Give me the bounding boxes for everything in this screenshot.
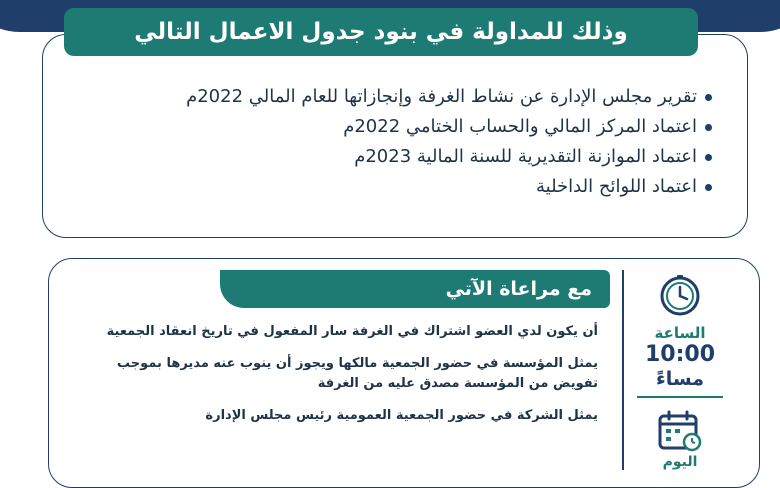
side-rule — [637, 396, 723, 398]
side-divider — [622, 270, 624, 470]
day-label: اليوم — [662, 454, 698, 470]
bullet-icon — [705, 94, 712, 101]
note-item: يمثل الشركة في حضور الجمعية العمومية رئيس مجلس الإدارة — [205, 408, 598, 423]
agenda-item: تقرير مجلس الإدارة عن نشاط الغرفة وإنجازاتها للعام المالي 2022م — [42, 82, 712, 112]
bullet-icon — [705, 184, 712, 191]
clock-icon — [658, 274, 702, 318]
time-value: 10:00 — [644, 342, 716, 367]
bullet-icon — [705, 124, 712, 131]
agenda-item: اعتماد الموازنة التقديرية للسنة المالية 2023م — [42, 142, 712, 172]
time-label: الساعة — [654, 324, 706, 342]
agenda-item: اعتماد المركز المالي والحساب الختامي 2022م — [42, 112, 712, 142]
agenda-title: وذلك للمداولة في بنود جدول الاعمال التالي — [64, 8, 698, 56]
notes-title: مع مراعاة الآتي — [220, 270, 610, 308]
schedule-panel — [630, 270, 730, 470]
time-period: مساءً — [656, 368, 704, 390]
bullet-icon — [705, 154, 712, 161]
agenda-list — [42, 82, 712, 202]
note-item: أن يكون لدي العضو اشتراك في الغرفة سار المفعول في تاريخ انعقاد الجمعية — [106, 324, 598, 339]
note-item: يمثل المؤسسة في حضور الجمعية مالكها ويجوز أن ينوب عنه مديرها بموجب تفويض من المؤسسة مصدق عليه من الغرفة — [117, 356, 598, 391]
calendar-icon — [657, 410, 703, 452]
agenda-item: اعتماد اللوائح الداخلية — [42, 172, 712, 202]
notes-list — [84, 322, 598, 438]
